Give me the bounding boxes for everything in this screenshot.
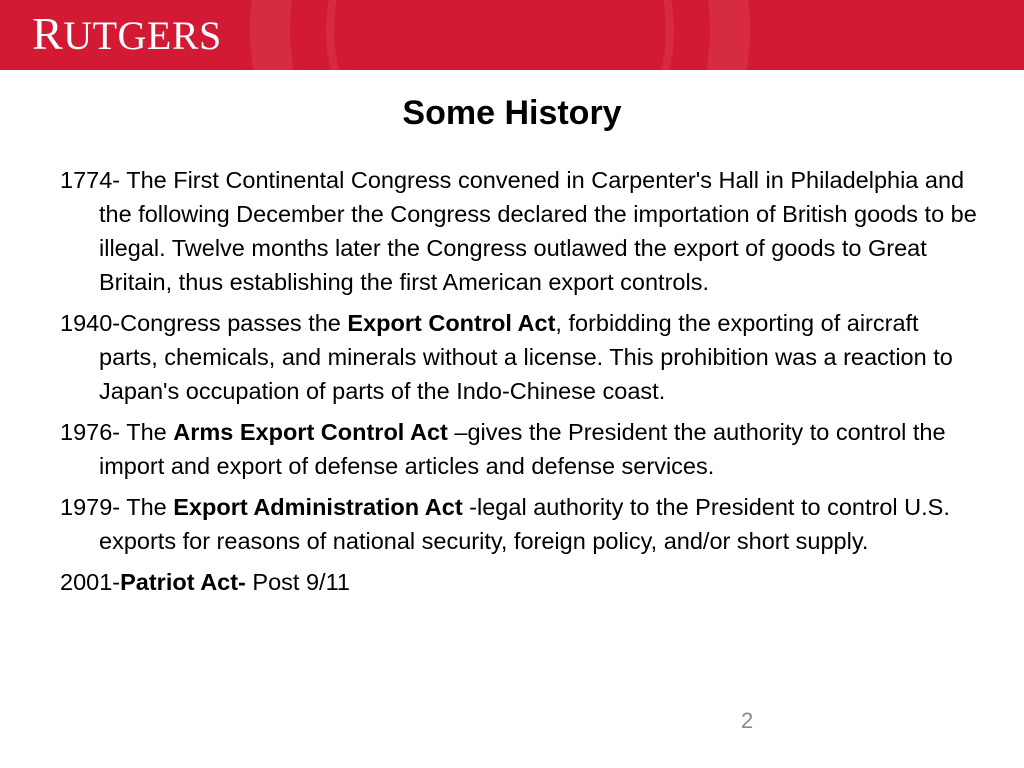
header-banner: [0, 0, 1024, 70]
history-list: [60, 163, 980, 606]
history-entry-1774: [60, 163, 980, 299]
entry-text: 1774- The First Continental Congress convened in Carpenter's Hall in Philadelphia and the following December the Congress declared the importation of British goods to be illegal. Twelve months later the Congress outlawed the export of goods to Great Britain, thus establishing the first American export controls.: [60, 167, 977, 295]
entry-act-name: Patriot Act-: [120, 569, 246, 595]
history-entry-1979: [60, 490, 980, 558]
entry-act-name: Export Administration Act: [173, 494, 463, 520]
entry-act-name: Arms Export Control Act: [173, 419, 448, 445]
history-entry-2001: [60, 565, 980, 599]
history-entry-1976: [60, 415, 980, 483]
entry-text: , forbidding the exporting of aircraft parts, chemicals, and minerals without a license. This prohibition was a reaction to Japan's occupation of parts of the Indo-Chinese coast.: [99, 310, 953, 404]
entry-act-name: Export Control Act: [347, 310, 556, 336]
rutgers-logo: RUTGERS: [32, 8, 222, 59]
entry-text: -legal authority to the President to control U.S. exports for reasons of national security, foreign policy, and/or short supply.: [99, 494, 950, 554]
slide-title: Some History: [402, 94, 622, 132]
entry-text: –gives the President the authority to control the import and export of defense articles and defense services.: [99, 419, 946, 479]
slide-page-number: 2: [741, 708, 754, 733]
university-seal-watermark: [150, 0, 850, 70]
history-entry-1940: [60, 306, 980, 408]
entry-text: 2001-: [60, 569, 121, 595]
entry-text: Post 9/11: [245, 569, 350, 595]
entry-text: 1979- The: [60, 494, 174, 520]
entry-text: 1976- The: [60, 419, 174, 445]
entry-text: 1940-Congress passes the: [60, 310, 348, 336]
